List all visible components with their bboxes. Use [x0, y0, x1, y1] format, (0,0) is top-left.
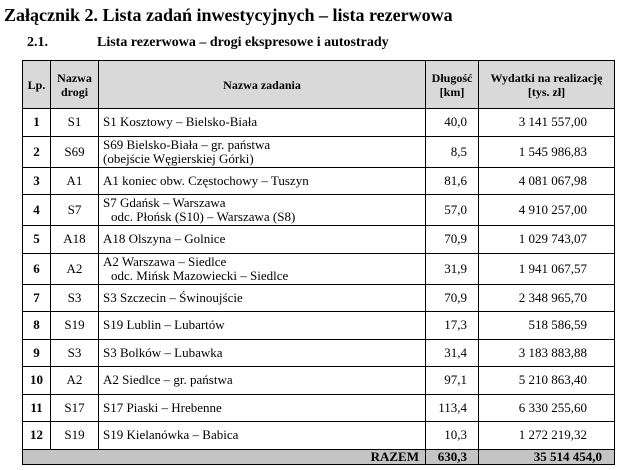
task-name: S1 Kosztowy – Bielsko-Biała: [103, 114, 258, 130]
row-cost: 1 545 986,83: [479, 136, 615, 167]
row-length: 70,9: [426, 226, 479, 254]
row-length: 113,4: [426, 394, 479, 422]
section-number: 2.1.: [27, 35, 48, 50]
task-name: S3 Bolków – Lubawka: [103, 344, 223, 360]
row-road: S19: [51, 422, 99, 450]
row-length: 81,6: [426, 167, 479, 195]
total-label: RAZEM: [23, 449, 426, 464]
row-task: [99, 253, 426, 284]
row-cost: 518 586,59: [479, 312, 615, 340]
row-cost: 3 183 883,88: [479, 339, 615, 367]
task-name-detail: (obejście Węgierskiej Górki): [103, 150, 254, 166]
row-length: 10,3: [426, 422, 479, 450]
row-task: [99, 339, 426, 367]
total-length: 630,3: [426, 449, 479, 464]
table-row: [23, 167, 615, 195]
task-name: A2 Warszawa – Siedlce: [103, 253, 227, 269]
task-name: A18 Olszyna – Golnice: [103, 231, 226, 247]
row-road: S7: [51, 195, 99, 226]
row-lp: 10: [23, 367, 51, 395]
row-length: 70,9: [426, 284, 479, 312]
row-length: 97,1: [426, 367, 479, 395]
document-title: Załącznik 2. Lista zadań inwestycyjnych – lista rezerwowa: [4, 5, 453, 25]
investment-table: [22, 60, 615, 465]
row-road: A18: [51, 226, 99, 254]
row-road: A1: [51, 167, 99, 195]
row-road: S17: [51, 394, 99, 422]
table-header-row: [23, 61, 615, 109]
row-lp: 5: [23, 226, 51, 254]
table-row: [23, 195, 615, 226]
row-task: [99, 226, 426, 254]
header-cost: Wydatki na realizację [tys. zł]: [479, 61, 615, 109]
row-task: [99, 422, 426, 450]
row-task: [99, 136, 426, 167]
table-row: [23, 422, 615, 450]
task-name: A2 Siedlce – gr. państwa: [103, 372, 233, 388]
row-length: 31,9: [426, 253, 479, 284]
row-length: 57,0: [426, 195, 479, 226]
task-name-detail: odc. Płońsk (S10) – Warszawa (S8): [111, 209, 296, 224]
row-lp: 6: [23, 253, 51, 284]
row-lp: 1: [23, 109, 51, 137]
row-lp: 7: [23, 284, 51, 312]
row-task: [99, 284, 426, 312]
total-cost: 35 514 454,0: [479, 449, 615, 464]
row-task: [99, 312, 426, 340]
task-name: S19 Lublin – Lubartów: [103, 317, 225, 333]
table-row: [23, 284, 615, 312]
row-task: [99, 109, 426, 137]
task-name: S19 Kielanówka – Babica: [103, 427, 239, 443]
header-road: Nazwa drogi: [51, 61, 99, 109]
row-road: S69: [51, 136, 99, 167]
table-row: [23, 136, 615, 167]
task-name: S17 Piaski – Hrebenne: [103, 399, 222, 415]
table-row: [23, 367, 615, 395]
task-name: A1 koniec obw. Częstochowy – Tuszyn: [103, 172, 309, 188]
table-row: [23, 109, 615, 137]
row-cost: 5 210 863,40: [479, 367, 615, 395]
row-task: [99, 195, 426, 226]
row-cost: 4 081 067,98: [479, 167, 615, 195]
task-name: S3 Szczecin – Świnoujście: [103, 289, 243, 305]
row-length: 31,4: [426, 339, 479, 367]
row-cost: 4 910 257,00: [479, 195, 615, 226]
table-row: [23, 312, 615, 340]
row-road: S3: [51, 284, 99, 312]
row-lp: 9: [23, 339, 51, 367]
row-task: [99, 167, 426, 195]
row-cost: 6 330 255,60: [479, 394, 615, 422]
header-length: Długość [km]: [426, 61, 479, 109]
row-lp: 2: [23, 136, 51, 167]
row-lp: 11: [23, 394, 51, 422]
row-length: 17,3: [426, 312, 479, 340]
row-cost: 2 348 965,70: [479, 284, 615, 312]
row-length: 8,5: [426, 136, 479, 167]
section-title: Lista rezerwowa – drogi ekspresowe i autostrady: [97, 35, 389, 50]
row-lp: 3: [23, 167, 51, 195]
row-road: A2: [51, 367, 99, 395]
row-cost: 1 272 219,32: [479, 422, 615, 450]
row-lp: 8: [23, 312, 51, 340]
task-name: S69 Bielsko-Biała – gr. państwa: [103, 136, 271, 152]
row-lp: 12: [23, 422, 51, 450]
row-cost: 3 141 557,00: [479, 109, 615, 137]
table-row: [23, 253, 615, 284]
row-task: [99, 367, 426, 395]
row-cost: 1 029 743,07: [479, 226, 615, 254]
header-lp: Lp.: [23, 61, 51, 109]
table-row: [23, 394, 615, 422]
table-row: [23, 339, 615, 367]
total-row: [23, 449, 615, 464]
row-cost: 1 941 067,57: [479, 253, 615, 284]
row-road: S3: [51, 339, 99, 367]
task-name: S7 Gdańsk – Warszawa: [103, 195, 226, 210]
header-task: Nazwa zadania: [99, 61, 426, 109]
task-name-detail: odc. Mińsk Mazowiecki – Siedlce: [111, 267, 289, 283]
row-road: S1: [51, 109, 99, 137]
row-lp: 4: [23, 195, 51, 226]
table-row: [23, 226, 615, 254]
row-road: S19: [51, 312, 99, 340]
section-heading: [27, 34, 389, 52]
row-road: A2: [51, 253, 99, 284]
row-task: [99, 394, 426, 422]
row-length: 40,0: [426, 109, 479, 137]
